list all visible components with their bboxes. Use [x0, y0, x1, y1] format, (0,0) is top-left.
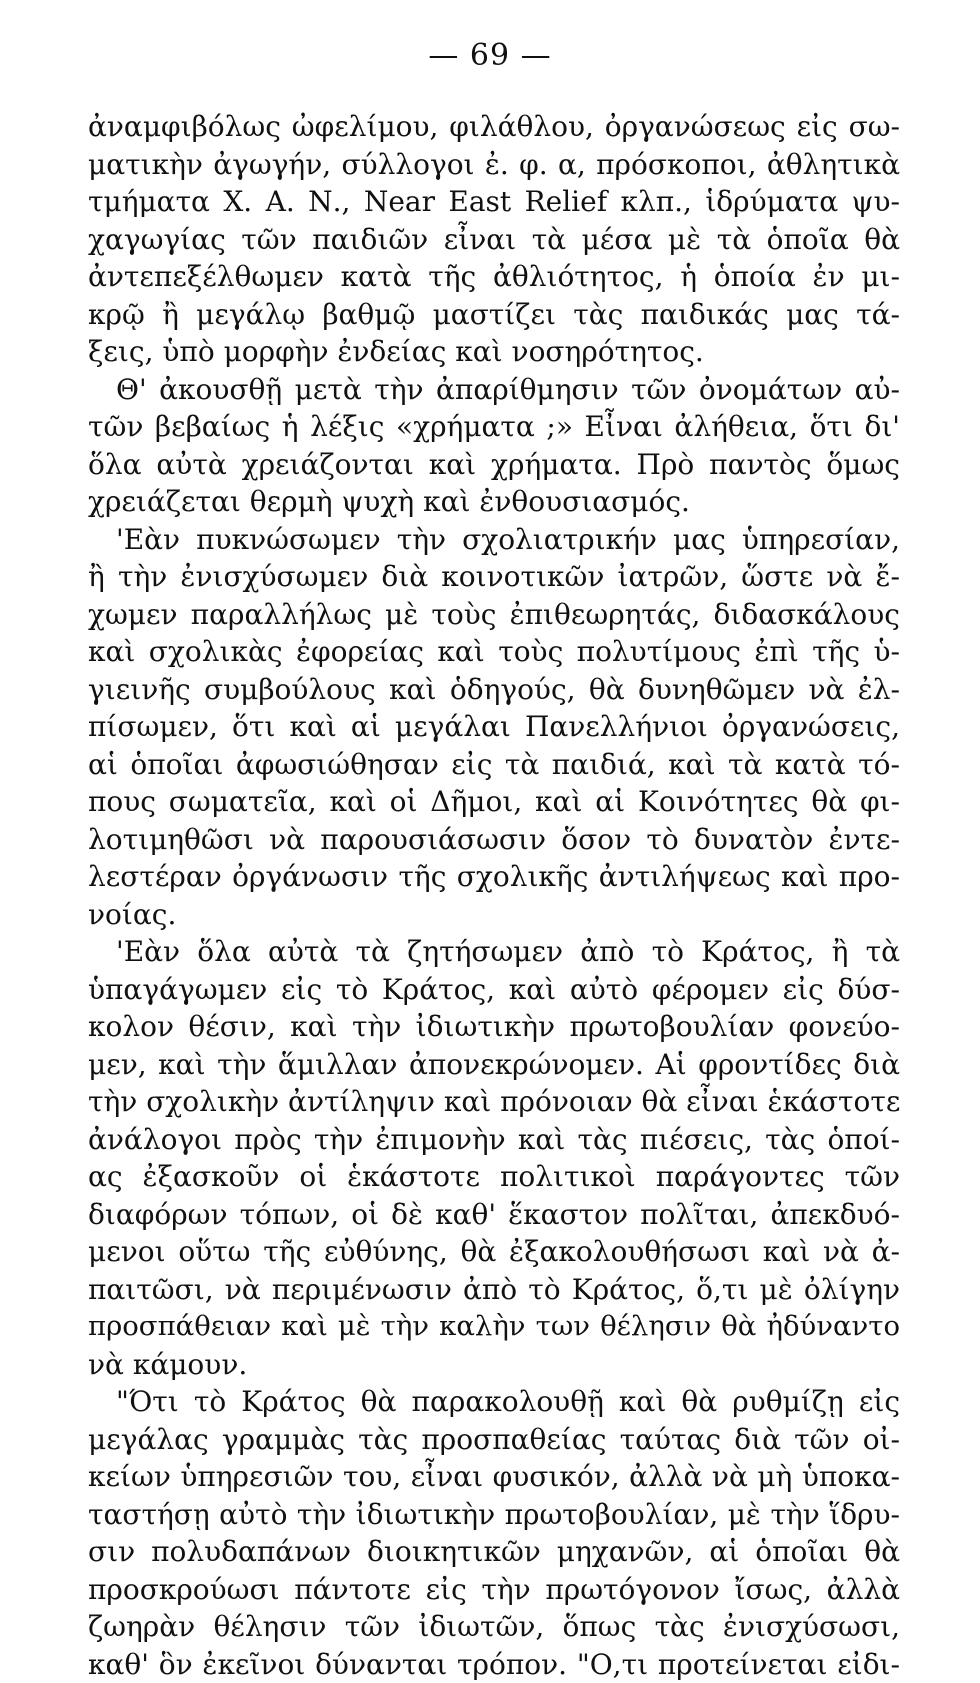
text-line: ἀναμφιβόλως ὠφελίμου, φιλάθλου, ὀργανώσεως εἰς σω-	[88, 108, 900, 146]
text-line: λεστέραν ὀργάνωσιν τῆς σχολικῆς ἀντιλήψεως καὶ προ-	[88, 858, 900, 896]
text-line: 'Εὰν ὅλα αὐτὰ τὰ ζητήσωμεν ἀπὸ τὸ Κράτος, ἢ τὰ	[88, 933, 900, 971]
text-line: προσκρούωσι πάντοτε εἰς τὴν πρωτόγονον ἴσως, ἀλλὰ	[88, 1571, 900, 1609]
body-text	[88, 108, 900, 1683]
text-line: γιεινῆς συμβούλους καὶ ὁδηγούς, θὰ δυνηθῶμεν νὰ ἐλ-	[88, 671, 900, 709]
text-line: πους σωματεῖα, καὶ οἱ Δῆμοι, καὶ αἱ Κοινότητες θὰ φι-	[88, 783, 900, 821]
text-line: ὑπαγάγωμεν εἰς τὸ Κράτος, καὶ αὐτὸ φέρομεν εἰς δύσ-	[88, 971, 900, 1009]
text-line: καὶ σχολικὰς ἐφορείας καὶ τοὺς πολυτίμους ἐπὶ τῆς ὑ-	[88, 633, 900, 671]
text-line: 'Εὰν πυκνώσωμεν τὴν σχολιατρικήν μας ὑπηρεσίαν,	[88, 521, 900, 559]
text-line: ὅλα αὐτὰ χρειάζονται καὶ χρήματα. Πρὸ παντὸς ὅμως	[88, 446, 900, 484]
text-line: μενοι οὕτω τῆς εὐθύνης, θὰ ἐξακολουθήσωσι καὶ νὰ ἀ-	[88, 1233, 900, 1271]
text-line: παιτῶσι, νὰ περιμένωσιν ἀπὸ τὸ Κράτος, ὅ,τι μὲ ὀλίγην	[88, 1271, 900, 1309]
text-line: πίσωμεν, ὅτι καὶ αἱ μεγάλαι Πανελλήνιοι ὀργανώσεις,	[88, 708, 900, 746]
text-line: καθ' ὃν ἐκεῖνοι δύνανται τρόπον. "Ο,τι προτείνεται εἰδι-	[88, 1646, 900, 1683]
text-line: προσπάθειαν καὶ μὲ τὴν καλὴν των θέλησιν θὰ ἠδύναντο	[88, 1308, 900, 1346]
text-line: νοίας.	[88, 896, 900, 934]
text-line: σιν πολυδαπάνων διοικητικῶν μηχανῶν, αἱ ὁποῖαι θὰ	[88, 1533, 900, 1571]
text-line: τῶν βεβαίως ἡ λέξις «χρήματα ;» Εἶναι ἀλήθεια, ὅτι δι'	[88, 408, 900, 446]
text-line: ἢ τὴν ἐνισχύσωμεν διὰ κοινοτικῶν ἰατρῶν, ὥστε νὰ ἔ-	[88, 558, 900, 596]
page-number: — 69 —	[0, 38, 980, 73]
text-line: νὰ κάμουν.	[88, 1346, 900, 1384]
text-line: λοτιμηθῶσι νὰ παρουσιάσωσιν ὅσον τὸ δυνατὸν ἐντε-	[88, 821, 900, 859]
text-line: ζωηρὰν θέλησιν τῶν ἰδιωτῶν, ὅπως τὰς ἐνισχύσωσι,	[88, 1608, 900, 1646]
text-line: ας ἐξασκοῦν οἱ ἑκάστοτε πολιτικοὶ παράγοντες τῶν	[88, 1158, 900, 1196]
text-line: ματικὴν ἀγωγήν, σύλλογοι ἐ. φ. α, πρόσκοποι, ἀθλητικὰ	[88, 146, 900, 184]
text-line: τμήματα Χ. Α. Ν., Near East Relief κλπ., ἱδρύματα ψυ-	[88, 183, 900, 221]
text-line: μεν, καὶ τὴν ἅμιλλαν ἀπονεκρώνομεν. Αἱ φροντίδες διὰ	[88, 1046, 900, 1084]
text-line: ἀντεπεξέλθωμεν κατὰ τῆς ἀθλιότητος, ἡ ὁποία ἐν μι-	[88, 258, 900, 296]
text-line: αἱ ὁποῖαι ἀφωσιώθησαν εἰς τὰ παιδιά, καὶ τὰ κατὰ τό-	[88, 746, 900, 784]
text-line: διαφόρων τόπων, οἱ δὲ καθ' ἕκαστον πολῖται, ἀπεκδυό-	[88, 1196, 900, 1234]
text-line: χρειάζεται θερμὴ ψυχὴ καὶ ἐνθουσιασμός.	[88, 483, 900, 521]
text-line: χαγωγίας τῶν παιδιῶν εἶναι τὰ μέσα μὲ τὰ ὁποῖα θὰ	[88, 221, 900, 259]
text-line: κολον θέσιν, καὶ τὴν ἰδιωτικὴν πρωτοβουλίαν φονεύο-	[88, 1008, 900, 1046]
text-line: χωμεν παραλλήλως μὲ τοὺς ἐπιθεωρητάς, διδασκάλους	[88, 596, 900, 634]
text-line: Θ' ἀκουσθῇ μετὰ τὴν ἀπαρίθμησιν τῶν ὀνομάτων αὐ-	[88, 371, 900, 409]
text-line: τὴν σχολικὴν ἀντίληψιν καὶ πρόνοιαν θὰ εἶναι ἑκάστοτε	[88, 1083, 900, 1121]
text-line: ἀνάλογοι πρὸς τὴν ἐπιμονὴν καὶ τὰς πιέσεις, τὰς ὁποί-	[88, 1121, 900, 1159]
text-line: μεγάλας γραμμὰς τὰς προσπαθείας ταύτας διὰ τῶν οἰ-	[88, 1421, 900, 1459]
text-line: ταστήσῃ αὐτὸ τὴν ἰδιωτικὴν πρωτοβουλίαν, μὲ τὴν ἵδρυ-	[88, 1496, 900, 1534]
text-line: κείων ὑπηρεσιῶν του, εἶναι φυσικόν, ἀλλὰ νὰ μὴ ὑποκα-	[88, 1458, 900, 1496]
text-line: "Ότι τὸ Κράτος θὰ παρακολουθῇ καὶ θὰ ρυθμίζῃ εἰς	[88, 1383, 900, 1421]
text-line: ξεις, ὑπὸ μορφὴν ἐνδείας καὶ νοσηρότητος.	[88, 333, 900, 371]
text-line: κρῷ ἢ μεγάλῳ βαθμῷ μαστίζει τὰς παιδικάς μας τά-	[88, 296, 900, 334]
